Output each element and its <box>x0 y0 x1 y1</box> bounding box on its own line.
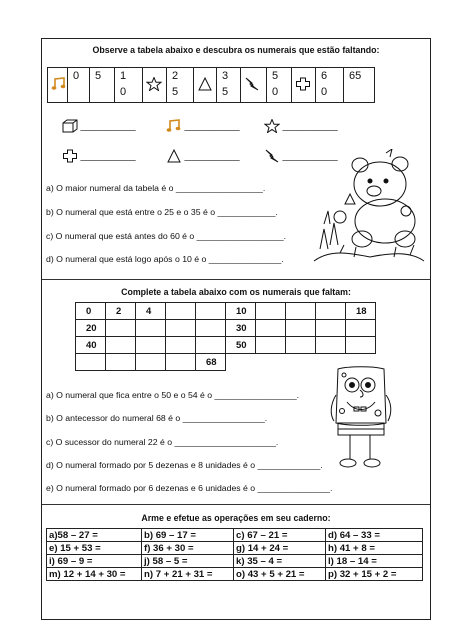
grid-cell[interactable] <box>136 337 166 354</box>
operation-cell: o) 43 + 5 + 21 = <box>234 568 326 581</box>
grid-cell[interactable] <box>346 337 376 354</box>
grid-cell[interactable] <box>166 320 196 337</box>
operation-cell: m) 12 + 14 + 30 = <box>47 568 142 581</box>
lightning-icon <box>244 77 260 91</box>
operation-cell: e) 15 + 53 = <box>47 542 142 555</box>
sequence-cell <box>217 68 241 102</box>
grid-cell[interactable]: 20 <box>76 320 106 337</box>
sequence-digit-top: 1 <box>120 70 127 82</box>
operation-cell: n) 7 + 21 + 31 = <box>142 568 234 581</box>
grid-cell[interactable]: 4 <box>136 303 166 320</box>
legend-music: ___________ <box>166 119 240 133</box>
sequence-cell <box>167 68 194 102</box>
cross-icon <box>295 77 311 91</box>
operation-cell: l) 18 – 14 = <box>326 555 423 568</box>
sequence-digit-bottom: 0 <box>272 86 279 98</box>
grid-cell[interactable]: 10 <box>226 303 256 320</box>
legend-lightning: ___________ <box>264 149 338 163</box>
sequence-digit-bottom: 5 <box>172 86 179 98</box>
grid-cell[interactable]: 18 <box>346 303 376 320</box>
grid-cell[interactable] <box>316 337 346 354</box>
grid-cell[interactable]: 68 <box>196 354 226 371</box>
number-grid <box>75 302 376 371</box>
sequence-table <box>47 67 375 103</box>
grid-cell[interactable] <box>166 337 196 354</box>
grid-cell[interactable] <box>106 320 136 337</box>
grid-cell[interactable]: 0 <box>76 303 106 320</box>
sequence-digit-top: 3 <box>222 70 229 82</box>
operations-row <box>47 555 423 568</box>
lightning-icon <box>264 149 280 163</box>
grid-cell[interactable] <box>106 337 136 354</box>
grid-row <box>76 337 376 354</box>
grid-cell[interactable] <box>196 337 226 354</box>
grid-cell[interactable] <box>136 354 166 371</box>
grid-cell[interactable] <box>166 354 196 371</box>
grid-cell[interactable] <box>286 337 316 354</box>
sequence-cell <box>68 68 90 102</box>
operation-cell: h) 41 + 8 = <box>326 542 423 555</box>
operations-row <box>47 542 423 555</box>
sequence-cell <box>194 68 217 102</box>
grid-cell[interactable] <box>316 303 346 320</box>
operation-cell: a)58 – 27 = <box>47 529 142 542</box>
grid-cell[interactable]: 30 <box>226 320 256 337</box>
star-icon <box>146 77 162 91</box>
sequence-cell <box>344 68 374 102</box>
star-icon <box>264 119 280 133</box>
grid-cell[interactable] <box>286 303 316 320</box>
divider-2 <box>42 504 430 505</box>
cube-icon <box>62 119 78 133</box>
sequence-digit-top: 5 <box>95 70 102 82</box>
grid-cell <box>256 354 286 371</box>
grid-cell[interactable] <box>136 320 166 337</box>
grid-cell <box>286 354 316 371</box>
triangle-icon <box>166 149 182 163</box>
spongebob-illustration <box>330 365 392 471</box>
sequence-cell <box>241 68 267 102</box>
sequence-cell <box>316 68 344 102</box>
grid-cell[interactable] <box>256 337 286 354</box>
sequence-digit-top: 65 <box>349 70 362 82</box>
operation-cell: d) 64 – 33 = <box>326 529 423 542</box>
operation-cell: j) 58 – 5 = <box>142 555 234 568</box>
section1-heading: Observe a tabela abaixo e descubra os numerais que estão faltando: <box>92 45 380 55</box>
sequence-cell <box>48 68 68 102</box>
sequence-digit-top: 2 <box>172 70 179 82</box>
bear-illustration <box>310 149 426 264</box>
grid-row <box>76 320 376 337</box>
operation-cell: i) 69 – 9 = <box>47 555 142 568</box>
legend-cross: ___________ <box>62 149 136 163</box>
question-1a: a) O maior numeral da tabela é o __________________. <box>46 183 266 193</box>
cross-icon <box>62 149 78 163</box>
operation-cell: k) 35 – 4 = <box>234 555 326 568</box>
question-2e: e) O numeral formado por 6 dezenas e 6 unidades é o _______________. <box>46 483 333 493</box>
legend-cube: ___________ <box>62 119 136 133</box>
question-2b: b) O antecessor do numeral 68 é o _________________. <box>46 413 268 423</box>
grid-cell[interactable]: 2 <box>106 303 136 320</box>
operation-cell: c) 67 – 21 = <box>234 529 326 542</box>
sequence-digit-bottom: 0 <box>120 86 127 98</box>
question-2a: a) O numeral que fica entre o 50 e o 54 é o _________________. <box>46 390 300 400</box>
question-1c: c) O numeral que está antes do 60 é o __________________. <box>46 231 287 241</box>
grid-cell <box>226 354 256 371</box>
grid-cell[interactable] <box>256 320 286 337</box>
operation-cell: g) 14 + 24 = <box>234 542 326 555</box>
operation-cell: f) 36 + 30 = <box>142 542 234 555</box>
triangle-icon <box>197 77 213 91</box>
grid-cell[interactable] <box>346 320 376 337</box>
grid-cell[interactable] <box>196 320 226 337</box>
legend-triangle: ___________ <box>166 149 240 163</box>
sequence-digit-top: 0 <box>73 70 80 82</box>
operation-cell: b) 69 – 17 = <box>142 529 234 542</box>
operations-row <box>47 529 423 542</box>
grid-cell[interactable] <box>316 320 346 337</box>
question-1b: b) O numeral que está entre o 25 e o 35 é o ____________. <box>46 207 278 217</box>
grid-cell[interactable]: 40 <box>76 337 106 354</box>
grid-cell[interactable]: 50 <box>226 337 256 354</box>
grid-cell[interactable] <box>166 303 196 320</box>
grid-cell[interactable] <box>196 303 226 320</box>
music-note-icon <box>166 119 182 133</box>
grid-cell[interactable] <box>76 354 106 371</box>
operations-table <box>46 528 423 581</box>
question-2c: c) O sucessor do numeral 22 é o _____________________. <box>46 437 279 447</box>
divider-1 <box>42 279 430 280</box>
grid-cell[interactable] <box>286 320 316 337</box>
section3-heading: Arme e efetue as operações em seu caderno: <box>141 513 331 523</box>
sequence-digit-top: 6 <box>321 70 328 82</box>
section2-heading: Complete a tabela abaixo com os numerais que faltam: <box>121 287 351 297</box>
grid-row <box>76 303 376 320</box>
sequence-cell <box>90 68 115 102</box>
sequence-cell <box>267 68 292 102</box>
music-note-icon <box>51 77 67 91</box>
grid-cell[interactable] <box>256 303 286 320</box>
operation-cell: p) 32 + 15 + 2 = <box>326 568 423 581</box>
question-2d: d) O numeral formado por 5 dezenas e 8 unidades é o _____________. <box>46 460 323 470</box>
sequence-cell <box>115 68 143 102</box>
operations-row <box>47 568 423 581</box>
sequence-digit-bottom: 0 <box>321 86 328 98</box>
grid-cell[interactable] <box>106 354 136 371</box>
legend-star: ___________ <box>264 119 338 133</box>
sequence-digit-bottom: 5 <box>222 86 229 98</box>
sequence-cell <box>143 68 167 102</box>
sequence-digit-top: 5 <box>272 70 279 82</box>
sequence-cell <box>292 68 316 102</box>
question-1d: d) O numeral que está logo após o 10 é o _______________. <box>46 254 284 264</box>
worksheet <box>41 38 431 620</box>
